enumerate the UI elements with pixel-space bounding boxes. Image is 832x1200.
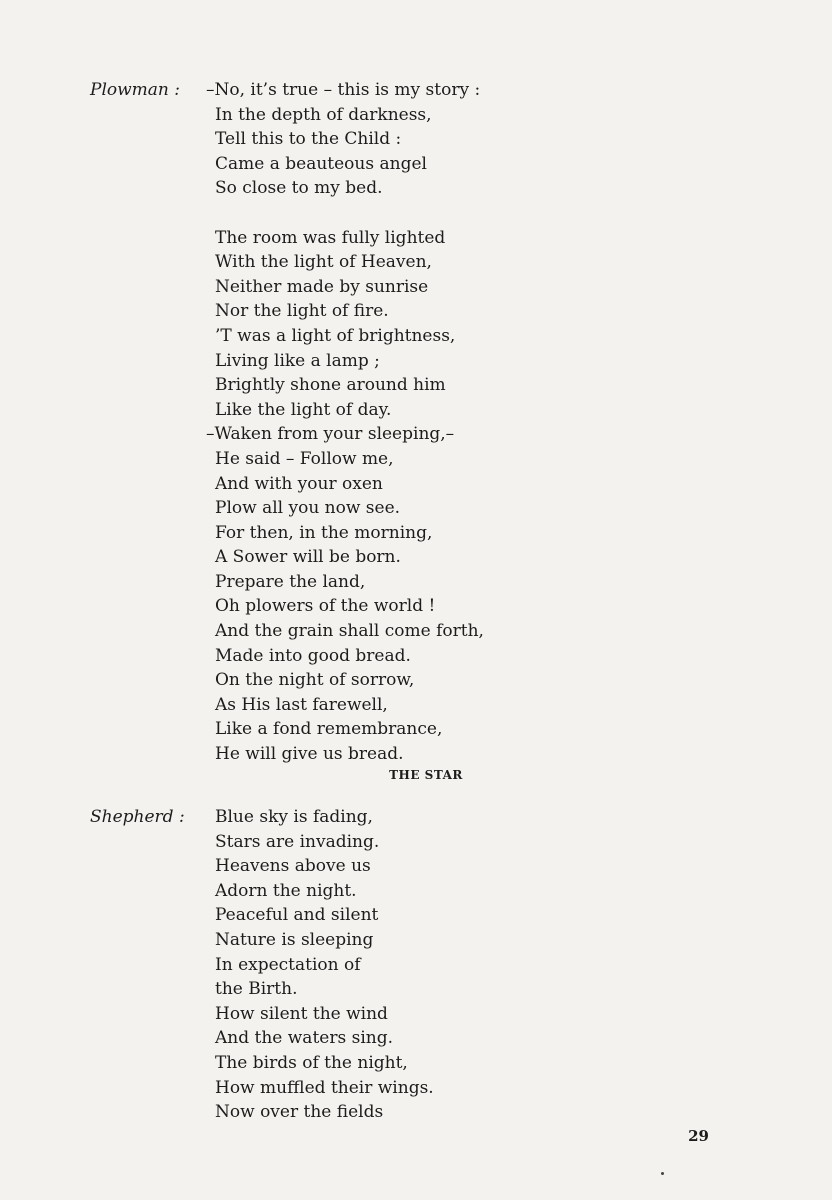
- verse-line: Nature is sleeping: [215, 929, 374, 950]
- verse-line: He said – Follow me,: [215, 448, 394, 469]
- verse-line: Oh plowers of the world !: [215, 596, 436, 617]
- verse-line: Came a beauteous angel: [215, 153, 427, 174]
- verse-line: –Waken from your sleeping,–: [206, 424, 455, 445]
- verse-line: In expectation of: [215, 954, 361, 975]
- verse-line: And the waters sing.: [215, 1028, 393, 1049]
- verse-line: How muffled their wings.: [215, 1077, 434, 1098]
- verse-line: The room was fully lighted: [215, 227, 446, 248]
- verse-line: –No, it’s true – this is my story :: [206, 80, 481, 100]
- verse-line: Like the light of day.: [215, 399, 392, 420]
- verse-line: For then, in the morning,: [215, 522, 433, 543]
- verse-line: Plow all you now see.: [215, 498, 401, 519]
- verse-line: A Sower will be born.: [215, 547, 401, 568]
- verse-line: ’T was a light of brightness,: [215, 325, 456, 346]
- stanza-break: [215, 201, 635, 226]
- verse-line: So close to my bed.: [215, 178, 383, 199]
- verse-line: Prepare the land,: [215, 571, 366, 592]
- verse-line: As His last farewell,: [215, 694, 388, 715]
- verse-line: How silent the wind: [215, 1003, 388, 1024]
- print-speck: [661, 1172, 664, 1175]
- verse-line: the Birth.: [215, 979, 298, 1000]
- verse-line: Blue sky is fading,: [215, 807, 373, 827]
- verse-line: And the grain shall come forth,: [215, 621, 484, 642]
- verse-line: With the light of Heaven,: [215, 252, 432, 273]
- verse-line: Peaceful and silent: [215, 905, 379, 926]
- speaker-shepherd: Shepherd :: [90, 807, 185, 827]
- verse-line: Neither made by sunrise: [215, 276, 429, 297]
- verse-line: Nor the light of fire.: [215, 301, 389, 322]
- shepherd-verse: [215, 805, 635, 1125]
- verse-line: Stars are invading.: [215, 831, 380, 852]
- verse-line: Made into good bread.: [215, 645, 411, 666]
- verse-line: Living like a lamp ;: [215, 350, 380, 371]
- verse-line: Like a fond remembrance,: [215, 719, 443, 740]
- page-number: 29: [688, 1127, 709, 1145]
- verse-line: Tell this to the Child :: [215, 129, 402, 150]
- verse-line: Now over the fields: [215, 1102, 384, 1123]
- verse-line: Heavens above us: [215, 856, 371, 877]
- verse-line: Brightly shone around him: [215, 375, 446, 396]
- section-title: THE STAR: [389, 768, 463, 782]
- verse-line: In the depth of darkness,: [215, 104, 432, 125]
- verse-line: The birds of the night,: [215, 1052, 408, 1073]
- verse-line: Adorn the night.: [215, 880, 357, 901]
- verse-line: On the night of sorrow,: [215, 670, 415, 691]
- plowman-verse: [206, 78, 635, 767]
- verse-line: He will give us bread.: [215, 744, 404, 765]
- speaker-plowman: Plowman :: [90, 80, 180, 100]
- verse-line: And with your oxen: [215, 473, 383, 494]
